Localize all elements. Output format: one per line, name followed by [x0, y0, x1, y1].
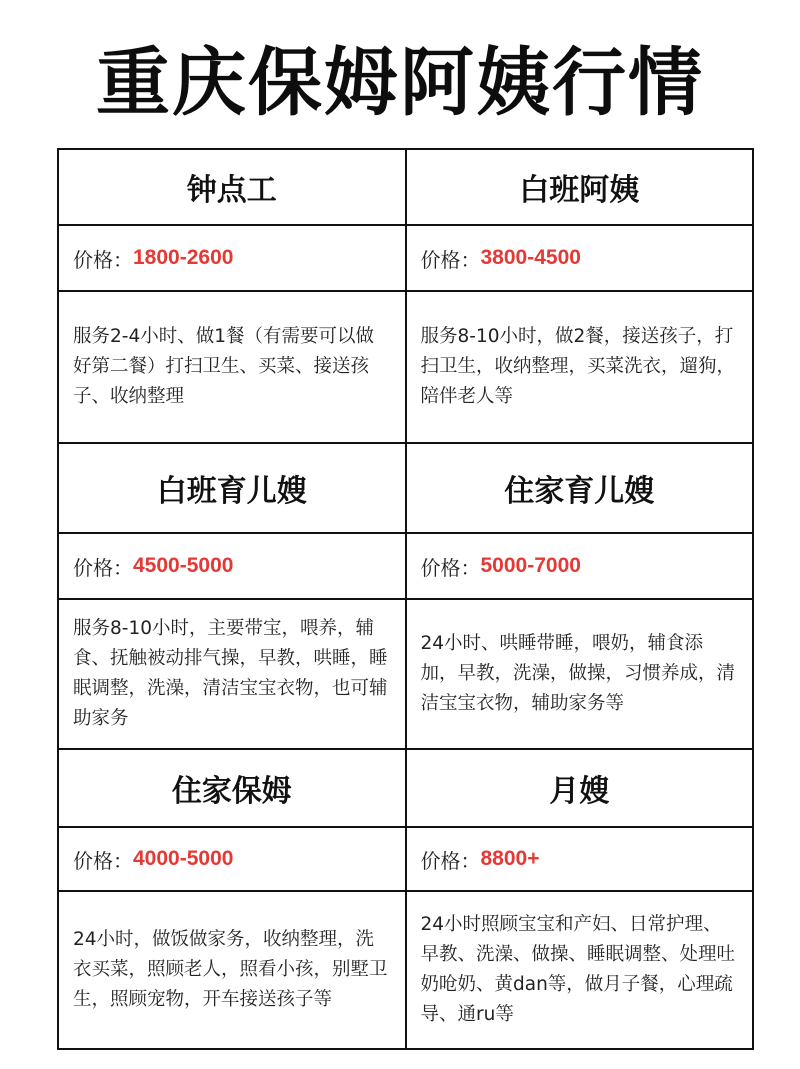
service-name-day-nanny: 白班阿姨 — [407, 150, 755, 226]
service-name-hourly-worker: 钟点工 — [59, 150, 407, 226]
service-description: 服务8-10小时，做2餐，接送孩子，打扫卫生，收纳整理，买菜洗衣，遛狗，陪伴老人等 — [407, 292, 755, 444]
table-row-descriptions-1 — [59, 292, 754, 444]
price-label: 价格： — [73, 848, 133, 873]
price-label: 价格： — [420, 247, 481, 272]
price-value: 8800+ — [480, 847, 540, 870]
service-description: 24小时，做饭做家务，收纳整理，洗衣买菜，照顾老人，照看小孩，别墅卫生，照顾宠物，开车接送孩子等 — [59, 892, 407, 1050]
price-label: 价格： — [73, 247, 133, 272]
service-name-live-in-childcare: 住家育儿嫂 — [407, 444, 755, 534]
price-value: 4500-5000 — [133, 554, 234, 577]
table-row-prices-3 — [59, 828, 754, 892]
price-cell-day-nanny — [407, 226, 755, 292]
service-name-day-childcare: 白班育儿嫂 — [59, 444, 407, 534]
price-cell-live-in-childcare — [407, 534, 755, 600]
page-title: 重庆保姆阿姨行情 — [96, 40, 704, 126]
table-row-descriptions-3 — [59, 892, 754, 1050]
price-value: 5000-7000 — [480, 554, 581, 577]
service-name-maternity-nurse: 月嫂 — [407, 750, 755, 828]
table-row-names-2 — [59, 444, 754, 534]
service-description: 24小时、哄睡带睡，喂奶，辅食添加，早教，洗澡，做操，习惯养成，清洁宝宝衣物，辅助家务等 — [407, 600, 755, 750]
price-label: 价格： — [420, 848, 481, 873]
price-cell-maternity-nurse — [407, 828, 755, 892]
price-cell-hourly-worker — [59, 226, 407, 292]
service-description: 24小时照顾宝宝和产妇、日常护理、早教、洗澡、做操、睡眠调整、处理吐奶呛奶、黄dan等，做月子餐，心理疏导、通ru等 — [407, 892, 755, 1050]
table-row-names-1 — [59, 150, 754, 226]
service-description: 服务8-10小时，主要带宝，喂养，辅食、抚触被动排气操，早教，哄睡，睡眠调整，洗澡，清洁宝宝衣物，也可辅助家务 — [59, 600, 407, 750]
table-row-descriptions-2 — [59, 600, 754, 750]
price-table — [57, 148, 754, 1050]
service-description: 服务2-4小时、做1餐（有需要可以做好第二餐）打扫卫生、买菜、接送孩子、收纳整理 — [59, 292, 407, 444]
table-row-prices-2 — [59, 534, 754, 600]
price-label: 价格： — [73, 555, 133, 580]
price-label: 价格： — [420, 555, 481, 580]
price-value: 1800-2600 — [133, 246, 234, 269]
price-cell-live-in-nanny — [59, 828, 407, 892]
table-row-names-3 — [59, 750, 754, 828]
price-cell-day-childcare — [59, 534, 407, 600]
price-value: 3800-4500 — [480, 246, 581, 269]
price-value: 4000-5000 — [133, 847, 234, 870]
service-name-live-in-nanny: 住家保姆 — [59, 750, 407, 828]
table-row-prices-1 — [59, 226, 754, 292]
